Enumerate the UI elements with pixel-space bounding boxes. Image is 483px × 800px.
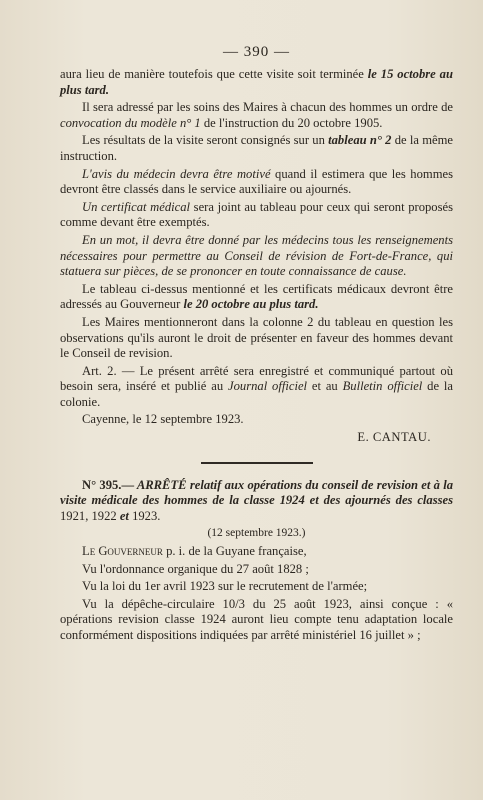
arrete-year-3: 1923	[132, 508, 158, 523]
p3-text-a: Les résultats de la visite seront consignés sur un	[82, 133, 329, 148]
arrete-title-d: et	[116, 508, 133, 523]
arrete-number: N° 395.—	[82, 477, 135, 492]
paragraph-2	[60, 100, 453, 131]
p1-text: aura lieu de manière toutefois que cette visite soit terminée	[60, 67, 364, 81]
p7-text-a: Le tableau ci-dessus mentionné et les certificats médicaux devront être adressés au Gouverneur	[60, 281, 453, 312]
paragraph-1	[60, 67, 453, 98]
gouverneur-text: p. i. de la Guyane française,	[162, 544, 307, 559]
body-text	[60, 67, 453, 446]
p1-deadline: le 15 octobre au plus tard.	[60, 67, 453, 97]
p9-journal: Journal officiel	[228, 379, 308, 394]
page-number: — 390 —	[223, 44, 290, 60]
p3-text-c: de la même instruction.	[60, 133, 453, 163]
p4-text-b: quand il estimera que les hommes devront être classés dans le service auxiliaire ou ajournés.	[60, 166, 453, 197]
arrete-title-b: relatif aux opérations du conseil de revision et à la visite médicale des hommes de la classe	[60, 477, 454, 508]
paragraph-6: En un mot, il devra être donné par les médecins tous les renseignements nécessaires pour permettre au Conseil de révision de Fort-de-France, qui statuera sur pièces, de se prononcer en toute connaissance de cause.	[60, 232, 453, 279]
arrete-section	[60, 478, 453, 644]
p2-convocation: convocation du modèle n° 1	[60, 115, 201, 130]
p9-text-e: de la colonie.	[60, 379, 454, 409]
arrete-year-2: 1921, 1922	[60, 508, 117, 523]
vu-loi: Vu la loi du 1er avril 1923 sur le recrutement de l'armée;	[82, 579, 368, 594]
arrete-title-e: .	[157, 508, 161, 523]
paragraph-9	[60, 364, 453, 411]
signature: E. CANTAU.	[357, 430, 431, 445]
arrete-title-c: et des ajournés des classes	[304, 493, 454, 508]
p9-bulletin: Bulletin officiel	[342, 379, 423, 394]
paragraph-7	[60, 282, 453, 313]
p5-text-b: sera joint au tableau pour ceux qui seront proposés comme devant être exemptés.	[60, 199, 453, 230]
section-divider	[201, 462, 313, 464]
p9-text-a: Art. 2. — Le présent arrêté sera enregistré et communiqué partout où besoin sera, inséré et publié au	[60, 363, 453, 394]
vu-depeche: Vu la dépêche-circulaire 10/3 du 25 août 1923, ainsi conçue : « opérations revision classe 1924 auront lieu compte tenu adaptation locale conformément dispositions indiquées par arrêté ministériel 16 juillet » ;	[60, 596, 453, 642]
p3-tableau: tableau n° 2	[328, 133, 392, 148]
p7-deadline: le 20 octobre au plus tard.	[183, 297, 319, 312]
p9-text-c: et au	[307, 379, 343, 394]
gouverneur-line	[60, 544, 453, 560]
p4-avis: L'avis du médecin devra être motivé	[82, 166, 271, 181]
paragraph-8: Les Maires mentionneront dans la colonne 2 du tableau en question les observations qu'ils auront le droit de présenter en faveur des hommes devant le Conseil de revision.	[60, 314, 453, 361]
date-line: Cayenne, le 12 septembre 1923.	[82, 412, 244, 427]
vu-ordonnance: Vu l'ordonnance organique du 27 août 1828 ;	[82, 561, 309, 576]
gouverneur-title: Le Gouverneur	[82, 544, 163, 559]
arrete-word: ARRÊTÉ	[134, 477, 187, 492]
p2-text-c: de l'instruction du 20 octobre 1905.	[200, 115, 383, 130]
arrete-date: (12 septembre 1923.)	[207, 527, 306, 540]
paragraph-4	[60, 167, 453, 198]
p5-certificat: Un certificat médical	[82, 199, 191, 214]
p2-text-a: Il sera adressé par les soins des Maires à chacun des hommes un ordre de	[82, 100, 453, 115]
paragraph-3	[60, 133, 453, 164]
arrete-heading	[60, 478, 453, 525]
paragraph-5	[60, 200, 453, 231]
arrete-year-1: 1924	[279, 493, 305, 508]
